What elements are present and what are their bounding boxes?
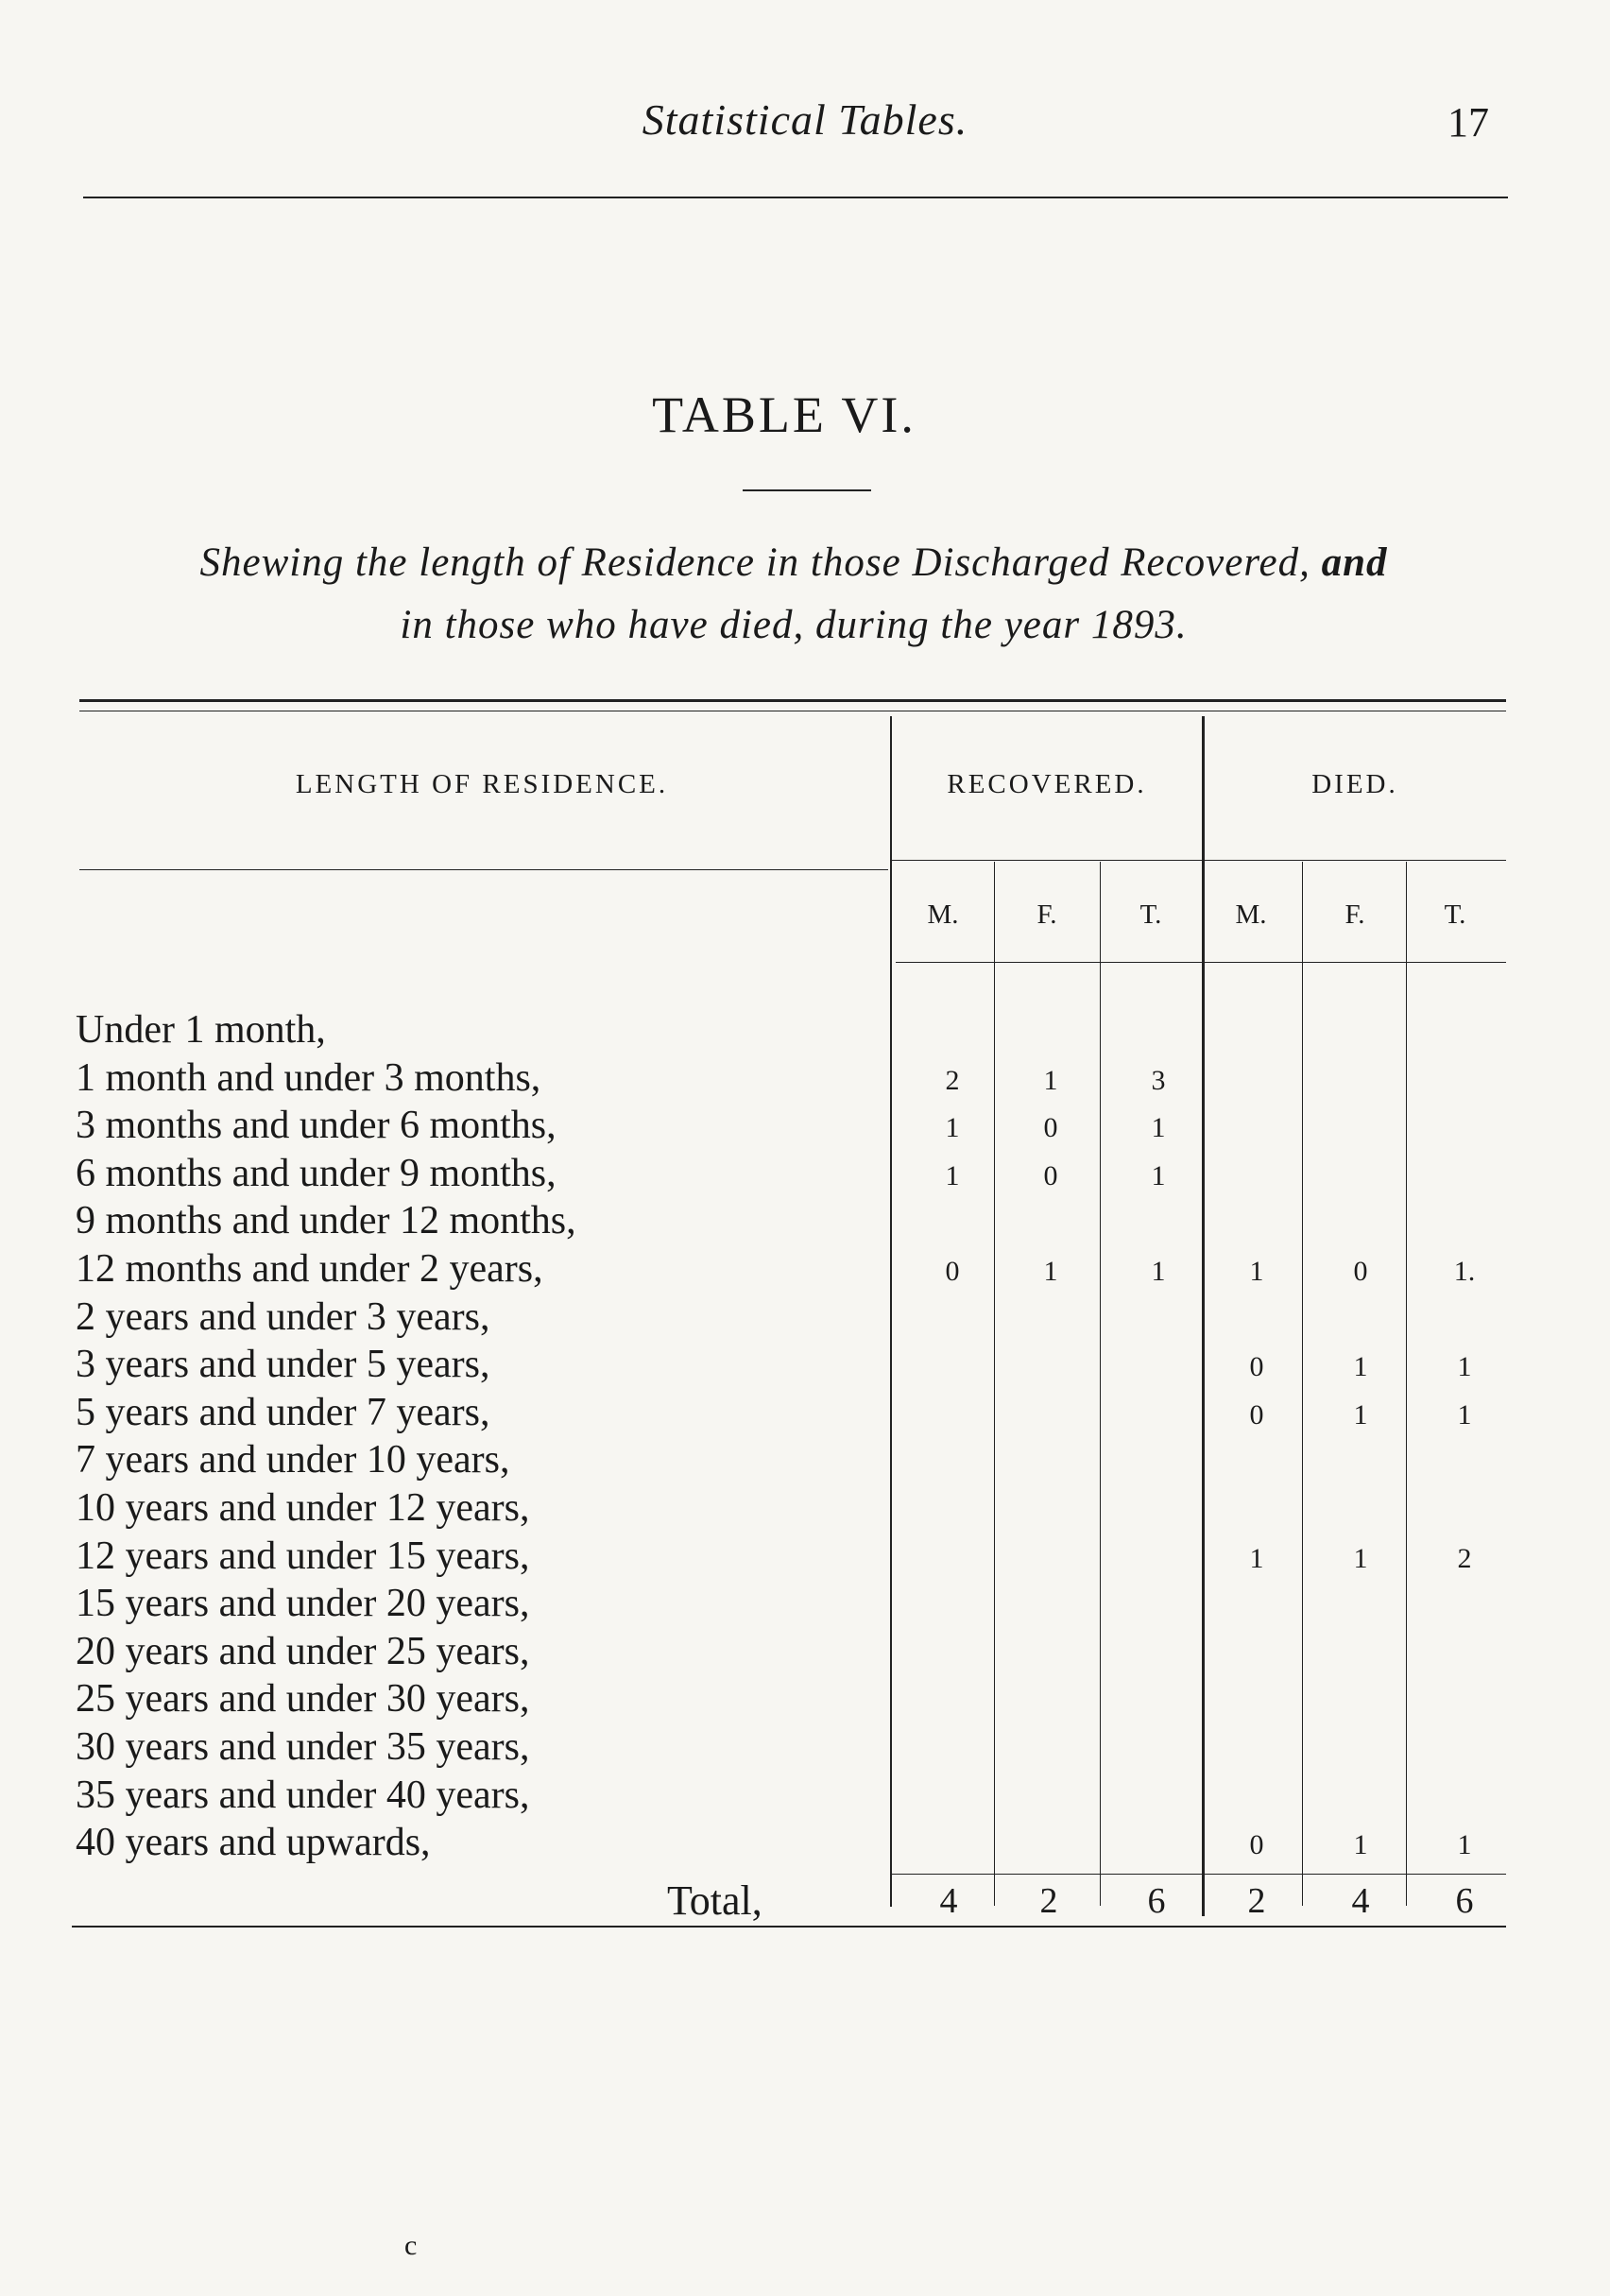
sub-caption-rule bbox=[896, 962, 1506, 963]
col-head-died: DIED. bbox=[1311, 769, 1398, 799]
recovered-divider bbox=[890, 716, 892, 1907]
table-cell-rf: 1 bbox=[1043, 1256, 1058, 1287]
row-label: 20 years and under 25 years, bbox=[76, 1629, 530, 1673]
sub-head-died-f: F. bbox=[1345, 900, 1365, 930]
table-subtitle bbox=[66, 532, 1521, 657]
table-cell-df: 1 bbox=[1353, 1398, 1368, 1431]
table-cell-df: 1 bbox=[1353, 1351, 1368, 1383]
row-label: 30 years and under 35 years, bbox=[76, 1725, 530, 1769]
subtitle-and: and bbox=[1321, 540, 1388, 585]
table-cell-df: 1 bbox=[1353, 1829, 1368, 1861]
row-label: 9 months and under 12 months, bbox=[76, 1199, 576, 1243]
table-cell-rt: 1 bbox=[1151, 1159, 1166, 1191]
table-cell-dm: 0 bbox=[1249, 1351, 1264, 1383]
total-recovered-f: 2 bbox=[1039, 1881, 1058, 1921]
table-cell-dm: 1 bbox=[1249, 1256, 1264, 1287]
row-label: 6 months and under 9 months, bbox=[76, 1151, 557, 1195]
col-head-recovered: RECOVERED. bbox=[947, 769, 1147, 799]
stub-head-rule bbox=[79, 869, 888, 870]
total-died-m: 2 bbox=[1247, 1881, 1266, 1921]
table-cell-dt: 1 bbox=[1457, 1351, 1472, 1383]
total-recovered-m: 4 bbox=[939, 1881, 958, 1921]
total-rule bbox=[892, 1874, 1506, 1875]
row-label: 25 years and under 30 years, bbox=[76, 1677, 530, 1722]
col-divider-died-2 bbox=[1406, 862, 1407, 1906]
table-bottom-rule bbox=[72, 1926, 1506, 1928]
row-label: 12 months and under 2 years, bbox=[76, 1247, 543, 1291]
table-cell-dm: 0 bbox=[1249, 1398, 1264, 1431]
row-label: Under 1 month, bbox=[76, 1008, 326, 1052]
page-number: 17 bbox=[1447, 99, 1489, 146]
signature-mark: c bbox=[404, 2230, 418, 2261]
title-rule bbox=[743, 489, 871, 491]
row-label: 40 years and upwards, bbox=[76, 1821, 431, 1865]
row-label: 3 months and under 6 months, bbox=[76, 1104, 557, 1148]
sub-head-died-m: M. bbox=[1235, 900, 1267, 930]
table-title: TABLE VI. bbox=[652, 386, 916, 443]
table-cell-rf: 0 bbox=[1043, 1159, 1058, 1191]
total-died-f: 4 bbox=[1351, 1881, 1370, 1921]
row-label: 15 years and under 20 years, bbox=[76, 1582, 530, 1626]
col-divider-rec-2 bbox=[1100, 862, 1101, 1906]
table-cell-dt: 1. bbox=[1453, 1256, 1476, 1287]
table-cell-rt: 1 bbox=[1151, 1112, 1166, 1144]
row-label: 10 years and under 12 years, bbox=[76, 1486, 530, 1530]
total-recovered-t: 6 bbox=[1147, 1881, 1166, 1921]
sub-head-recovered-t: T. bbox=[1139, 900, 1162, 930]
row-label: 3 years and under 5 years, bbox=[76, 1343, 490, 1387]
sub-head-died-t: T. bbox=[1444, 900, 1466, 930]
col-divider-rec-1 bbox=[994, 862, 995, 1906]
table-cell-rt: 1 bbox=[1151, 1256, 1166, 1287]
table-top-rule bbox=[79, 699, 1506, 702]
table-cell-rt: 3 bbox=[1151, 1064, 1166, 1096]
sub-head-rule bbox=[892, 860, 1506, 861]
row-label: 2 years and under 3 years, bbox=[76, 1294, 490, 1339]
subtitle-line-1: Shewing the length of Residence in those Discharged Recovered, bbox=[199, 540, 1310, 585]
table-cell-df: 1 bbox=[1353, 1542, 1368, 1574]
table-cell-df: 0 bbox=[1353, 1256, 1368, 1287]
sub-head-recovered-f: F. bbox=[1036, 900, 1057, 930]
table-cell-rm: 2 bbox=[945, 1064, 960, 1096]
row-label: 12 years and under 15 years, bbox=[76, 1534, 530, 1578]
table-cell-rf: 0 bbox=[1043, 1112, 1058, 1144]
table-cell-dm: 1 bbox=[1249, 1542, 1264, 1574]
total-died-t: 6 bbox=[1455, 1881, 1474, 1921]
subtitle-line-2: in those who have died, during the year 1893. bbox=[400, 603, 1188, 647]
table-cell-rf: 1 bbox=[1043, 1064, 1058, 1096]
total-label: Total, bbox=[667, 1877, 762, 1924]
col-head-length: LENGTH OF RESIDENCE. bbox=[295, 769, 669, 799]
table-cell-dt: 1 bbox=[1457, 1829, 1472, 1861]
table-cell-dt: 1 bbox=[1457, 1398, 1472, 1431]
table-cell-rm: 1 bbox=[945, 1159, 960, 1191]
row-label: 5 years and under 7 years, bbox=[76, 1390, 490, 1434]
row-label: 35 years and under 40 years, bbox=[76, 1773, 530, 1817]
row-label: 7 years and under 10 years, bbox=[76, 1438, 510, 1482]
table-cell-rm: 0 bbox=[945, 1256, 960, 1287]
header-rule bbox=[83, 197, 1508, 198]
sub-head-recovered-m: M. bbox=[927, 900, 959, 930]
table-cell-dm: 0 bbox=[1249, 1829, 1264, 1861]
running-head: Statistical Tables. bbox=[642, 95, 968, 144]
table-cell-rm: 1 bbox=[945, 1112, 960, 1144]
died-divider bbox=[1202, 716, 1205, 1916]
table-cell-dt: 2 bbox=[1457, 1542, 1472, 1574]
col-divider-died-1 bbox=[1302, 862, 1303, 1906]
row-label: 1 month and under 3 months, bbox=[76, 1055, 541, 1100]
